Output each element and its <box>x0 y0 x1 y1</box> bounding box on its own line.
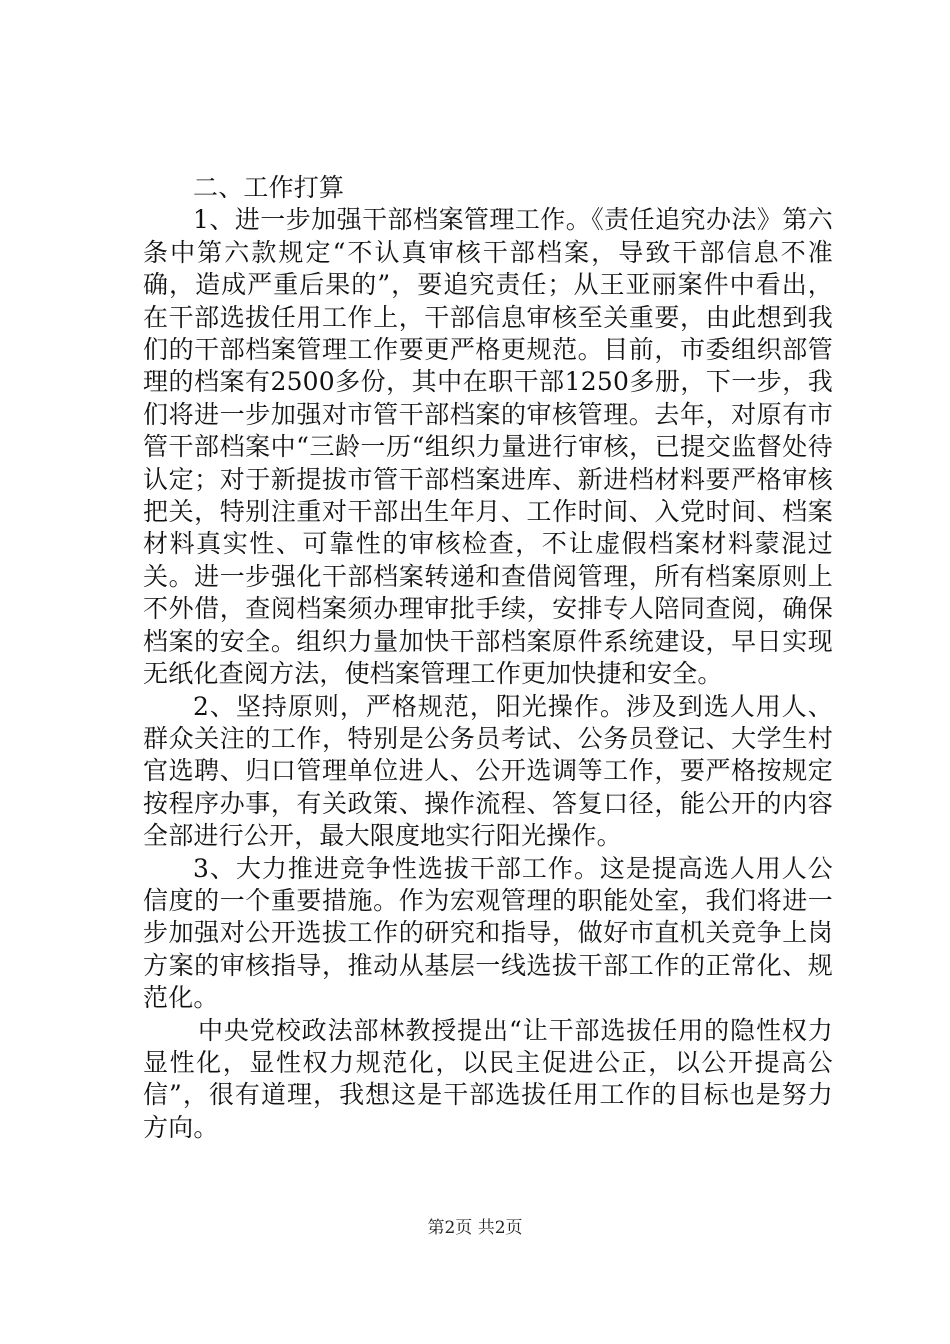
section-heading: 二、工作打算 <box>193 173 345 202</box>
paragraph-3: 3、大力推进竞争性选拔干部工作。这是提高选人用人公信度的一个重要措施。作为宏观管理的职能处室，我们将进一步加强对公开选拔工作的研究和指导，做好市直机关竞争上岗方案的审核指导，推动从基层一线选拔干部工作的正常化、规范化。 <box>143 853 833 1013</box>
paragraph-1: 1、进一步加强干部档案管理工作。《责任追究办法》第六条中第六款规定“不认真审核干部档案，导致干部信息不准确，造成严重后果的”，要追究责任；从王亚丽案件中看出，在干部选拔任用工作上，干部信息审核至关重要，由此想到我们的干部档案管理工作要更严格更规范。目前，市委组织部管理的档案有2500多份，其中在职干部1250多册，下一步，我们将进一步加强对市管干部档案的审核管理。去年，对原有市管干部档案中“三龄一历“组织力量进行审核，已提交监督处待认定；对于新提拔市管干部档案进库、新进档材料要严格审核把关，特别注重对干部出生年月、工作时间、入党时间、档案材料真实性、可靠性的审核检查，不让虚假档案材料蒙混过关。进一步强化干部档案转递和查借阅管理，所有档案原则上不外借，查阅档案须办理审批手续，安排专人陪同查阅，确保档案的安全。组织力量加快干部档案原件系统建设，早日实现无纸化查阅方法，使档案管理工作更加快捷和安全。 <box>143 205 833 689</box>
paragraph-4: 中央党校政法部林教授提出“让干部选拔任用的隐性权力显性化，显性权力规范化，以民主促进公正，以公开提高公信”，很有道理，我想这是干部选拔任用工作的目标也是努力方向。 <box>143 1015 833 1142</box>
paragraph-2: 2、坚持原则，严格规范，阳光操作。涉及到选人用人、群众关注的工作，特别是公务员考试、公务员登记、大学生村官选聘、归口管理单位进人、公开选调等工作，要严格按规定按程序办事，有关政策、操作流程、答复口径，能公开的内容全部进行公开，最大限度地实行阳光操作。 <box>143 691 833 851</box>
page-footer: 第2页 共2页 <box>427 1218 523 1238</box>
document-body <box>143 172 833 1144</box>
